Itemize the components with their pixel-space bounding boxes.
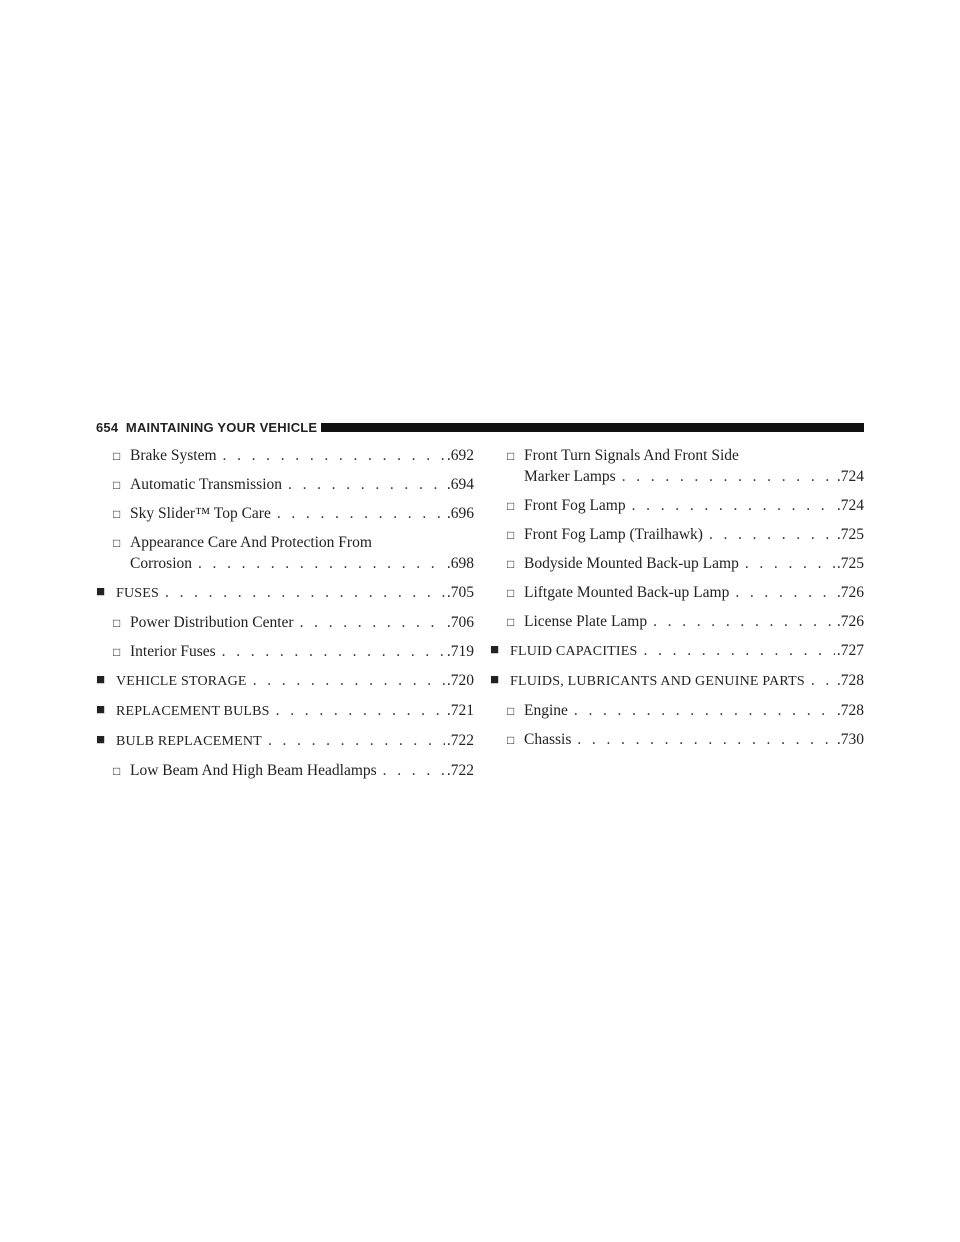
filled-square-bullet-icon: ■ <box>96 702 106 718</box>
toc-entry-title: Power Distribution Center <box>130 614 294 631</box>
hollow-square-bullet-icon: □ <box>507 586 515 600</box>
toc-entry-title: REPLACEMENT BULBS <box>116 704 270 719</box>
toc-entry[interactable] <box>96 612 474 633</box>
toc-entry-title: Marker Lamps <box>524 468 616 485</box>
toc-entry[interactable] <box>96 760 474 781</box>
toc-entry-title: FUSES <box>116 586 160 601</box>
toc-entry[interactable] <box>490 495 864 516</box>
toc-entry-page: .726 <box>836 584 864 601</box>
toc-entry-page: .720 <box>446 672 474 689</box>
toc-entry-title: VEHICLE STORAGE <box>116 674 247 689</box>
filled-square-bullet-icon: ■ <box>96 672 106 688</box>
toc-entry[interactable] <box>490 700 864 721</box>
filled-square-bullet-icon: ■ <box>96 732 106 748</box>
toc-entry-title: Low Beam And High Beam Headlamps <box>130 762 377 779</box>
page-number: 654 <box>96 419 119 435</box>
toc-entry-title-line: Appearance Care And Protection From <box>130 534 372 551</box>
dot-leader <box>632 495 835 516</box>
toc-entry[interactable] <box>490 582 864 603</box>
toc-entry[interactable] <box>96 582 474 604</box>
toc-entry-page: .722 <box>446 762 474 779</box>
toc-entry-page: .721 <box>446 702 474 719</box>
dot-leader <box>622 466 835 487</box>
dot-leader <box>276 700 445 721</box>
toc-entry-title: Bodyside Mounted Back-up Lamp <box>524 555 739 572</box>
hollow-square-bullet-icon: □ <box>507 704 515 718</box>
toc-entry[interactable] <box>490 524 864 545</box>
toc-entry-title: Front Fog Lamp <box>524 497 626 514</box>
toc-entry-title: Engine <box>524 702 568 719</box>
hollow-square-bullet-icon: □ <box>113 478 121 492</box>
header-text <box>96 420 321 435</box>
toc-entry-page: .728 <box>836 702 864 719</box>
hollow-square-bullet-icon: □ <box>113 764 121 778</box>
hollow-square-bullet-icon: □ <box>507 557 515 571</box>
toc-entry-title: Liftgate Mounted Back-up Lamp <box>524 584 730 601</box>
toc-entry-title: BULB REPLACEMENT <box>116 734 262 749</box>
hollow-square-bullet-icon: □ <box>113 616 121 630</box>
toc-entry-page: .725 <box>836 555 864 572</box>
dot-leader <box>253 670 445 691</box>
hollow-square-bullet-icon: □ <box>113 536 121 550</box>
toc-entry-title-line: Front Turn Signals And Front Side <box>524 447 739 464</box>
filled-square-bullet-icon: ■ <box>490 672 500 688</box>
hollow-square-bullet-icon: □ <box>507 449 515 463</box>
toc-entry-page: .694 <box>446 476 474 493</box>
toc-entry[interactable] <box>96 474 474 495</box>
toc-entry-page: .724 <box>836 497 864 514</box>
hollow-square-bullet-icon: □ <box>113 449 121 463</box>
toc-column-right <box>490 437 864 750</box>
toc-entry[interactable] <box>490 670 864 692</box>
dot-leader <box>165 582 445 603</box>
dot-leader <box>577 729 835 750</box>
toc-entry-page: .706 <box>446 614 474 631</box>
dot-leader <box>277 503 445 524</box>
dot-leader <box>709 524 835 545</box>
dot-leader <box>644 640 835 661</box>
filled-square-bullet-icon: ■ <box>96 584 106 600</box>
toc-entry-title: FLUID CAPACITIES <box>510 644 638 659</box>
dot-leader <box>300 612 445 633</box>
toc-entry-page: .692 <box>446 447 474 464</box>
toc-entry[interactable] <box>490 640 864 662</box>
toc-entry-title: Interior Fuses <box>130 643 216 660</box>
toc-entry-title: Brake System <box>130 447 217 464</box>
dot-leader <box>383 760 445 781</box>
dot-leader <box>288 474 445 495</box>
toc-entry-title: FLUIDS, LUBRICANTS AND GENUINE PARTS <box>510 674 805 689</box>
toc-entry[interactable] <box>490 729 864 750</box>
filled-square-bullet-icon: ■ <box>490 642 500 658</box>
hollow-square-bullet-icon: □ <box>507 615 515 629</box>
toc-entry[interactable] <box>490 611 864 632</box>
page-header <box>96 418 864 436</box>
toc-column-left <box>96 437 474 781</box>
toc-entry-page: .705 <box>446 584 474 601</box>
hollow-square-bullet-icon: □ <box>507 733 515 747</box>
toc-entry-title: Front Fog Lamp (Trailhawk) <box>524 526 703 543</box>
dot-leader <box>811 670 835 691</box>
toc-entry-page: .719 <box>446 643 474 660</box>
toc-entry[interactable] <box>490 553 864 574</box>
dot-leader <box>268 730 445 751</box>
toc-entry[interactable] <box>96 641 474 662</box>
hollow-square-bullet-icon: □ <box>113 645 121 659</box>
toc-entry-page: .726 <box>836 613 864 630</box>
section-title: MAINTAINING YOUR VEHICLE <box>125 419 318 435</box>
hollow-square-bullet-icon: □ <box>507 499 515 513</box>
toc-entry[interactable] <box>96 532 474 574</box>
dot-leader <box>574 700 835 721</box>
toc-entry-page: .698 <box>446 555 474 572</box>
toc-entry[interactable] <box>96 670 474 692</box>
hollow-square-bullet-icon: □ <box>113 507 121 521</box>
toc-entry[interactable] <box>96 445 474 466</box>
toc-entry-page: .728 <box>836 672 864 689</box>
toc-entry-page: .722 <box>446 732 474 749</box>
toc-entry-page: .725 <box>836 526 864 543</box>
dot-leader <box>735 582 835 603</box>
toc-entry-title: Corrosion <box>130 555 192 572</box>
toc-entry-title: Sky Slider™ Top Care <box>130 505 271 522</box>
toc-entry-title: Chassis <box>524 731 572 748</box>
toc-entry-title: License Plate Lamp <box>524 613 648 630</box>
dot-leader <box>745 553 835 574</box>
toc-entry[interactable] <box>490 445 864 487</box>
toc-entry-page: .727 <box>836 642 864 659</box>
toc-entry[interactable] <box>96 503 474 524</box>
toc-entry[interactable] <box>96 730 474 752</box>
toc-entry-page: .696 <box>446 505 474 522</box>
dot-leader <box>198 553 445 574</box>
hollow-square-bullet-icon: □ <box>507 528 515 542</box>
dot-leader <box>653 611 835 632</box>
toc-entry-page: .730 <box>836 731 864 748</box>
toc-entry-title: Automatic Transmission <box>130 476 283 493</box>
toc-entry[interactable] <box>96 700 474 722</box>
dot-leader <box>222 641 445 662</box>
toc-entry-page: .724 <box>836 468 864 485</box>
dot-leader <box>223 445 445 466</box>
header-rule <box>321 423 864 432</box>
